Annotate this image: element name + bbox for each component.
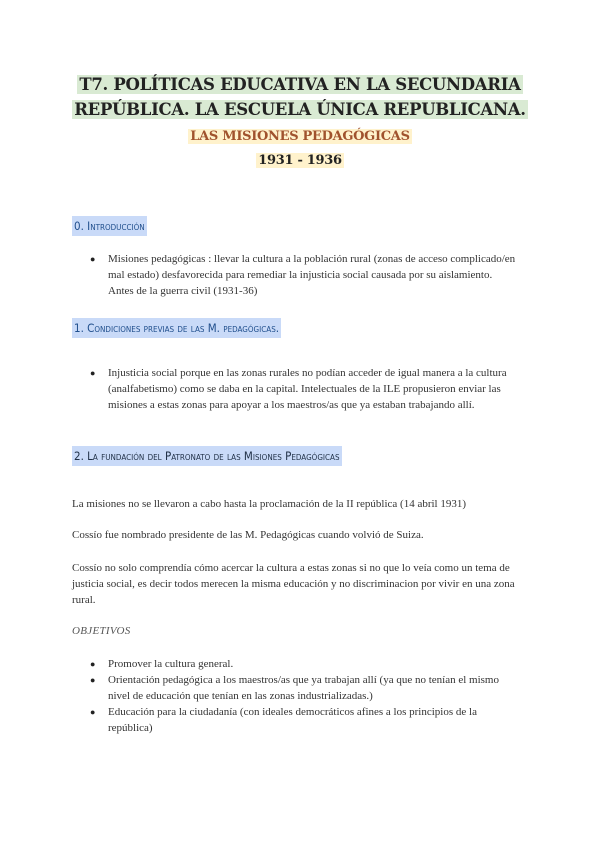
bullet-icon: ● (90, 675, 96, 685)
section-heading-introduccion: 0. Introducción (72, 216, 147, 236)
section-heading-condiciones: 1. Condiciones previas de las M. pedagógicas. (72, 318, 281, 338)
objectives-list (90, 656, 520, 736)
bullet-list-condiciones (90, 365, 520, 413)
list-item: ● Misiones pedagógicas : llevar la cultura a la población rural (zonas de acceso complicado/en mal estado) desfavorecida para remediar la injusticia social causada por su aislamiento. Antes de la guerra civil (1931-36) (90, 253, 516, 297)
bullet-icon: ● (90, 254, 96, 264)
list-item: ● Orientación pedagógica a los maestros/as que ya trabajan allí (ya que no tenían el mismo nivel de educación que tenían en las zonas industrializadas.) (90, 674, 499, 702)
list-item: ● Injusticia social porque en las zonas rurales no podían acceder de igual manera a la cultura (analfabetismo) como se daba en la capital. Intelectuales de la ILE propusieron enviar las misiones a estas zonas para apoyar a los maestros/as que ya estaban trabajando allí. (90, 367, 507, 411)
objectives-label: OBJETIVOS (72, 625, 131, 637)
title-line-1: T7. POLÍTICAS EDUCATIVA EN LA SECUNDARIA (79, 75, 521, 94)
bullet-icon: ● (90, 707, 96, 717)
list-item: ● Promover la cultura general. (90, 658, 234, 670)
paragraph: Cossío fue nombrado presidente de las M. Pedagógicas cuando volvió de Suiza. (72, 529, 424, 541)
paragraph: Cossío no solo comprendía cómo acercar la cultura a estas zonas si no que lo veía como un tema de justicia social, es decir todos merecen la misma educación y no discriminacion por vivir en una zona rural. (72, 562, 515, 606)
section-heading-fundacion: 2. La fundación del Patronato de las Misiones Pedagógicas (72, 446, 342, 466)
subtitle: LAS MISIONES PEDAGÓGICAS (190, 129, 410, 144)
bullet-list-introduccion (90, 251, 520, 299)
bullet-icon: ● (90, 659, 96, 669)
date-range: 1931 - 1936 (258, 153, 342, 168)
paragraph: La misiones no se llevaron a cabo hasta la proclamación de la II república (14 abril 1931) (72, 498, 467, 510)
title-line-2: REPÚBLICA. LA ESCUELA ÚNICA REPUBLICANA. (74, 100, 526, 119)
list-item: ● Educación para la ciudadanía (con ideales democráticos afines a los principios de la república) (90, 706, 477, 734)
bullet-icon: ● (90, 368, 96, 378)
